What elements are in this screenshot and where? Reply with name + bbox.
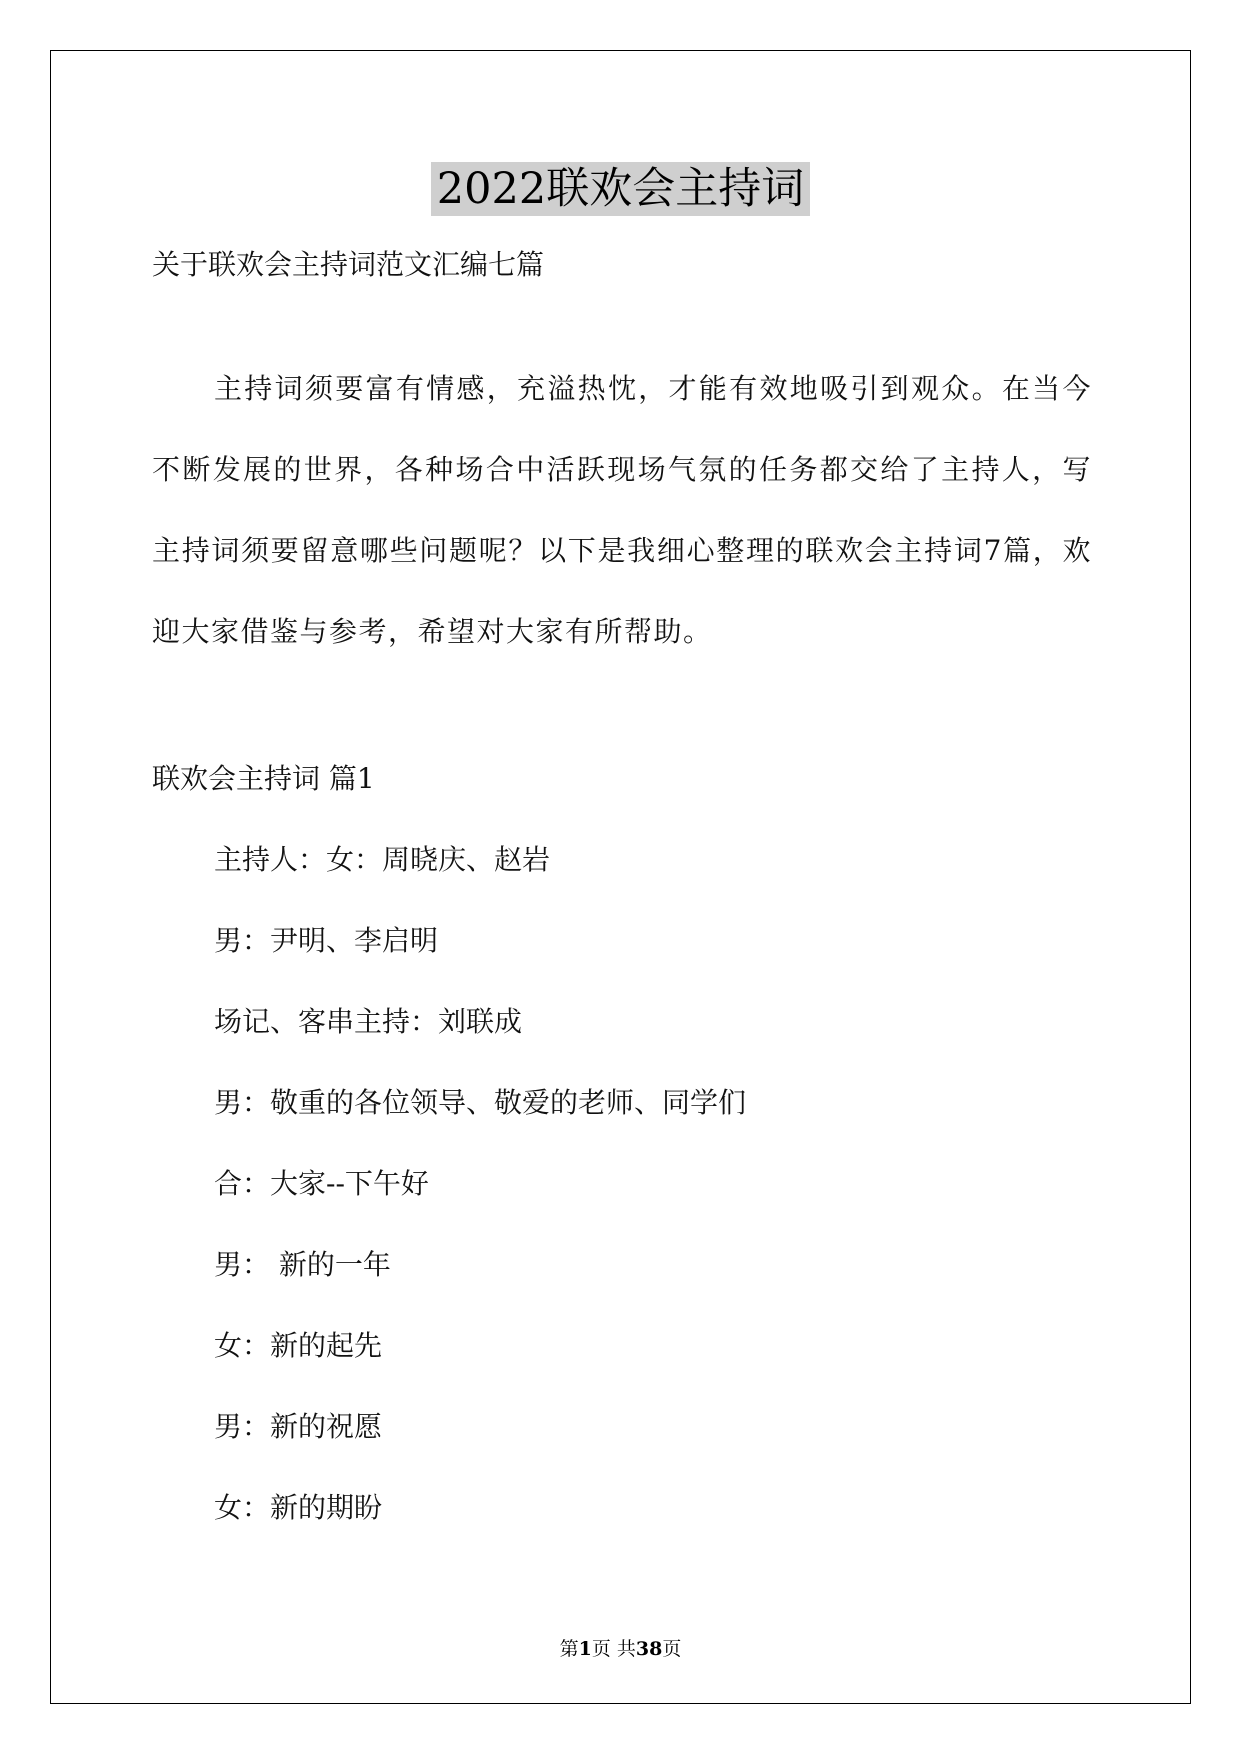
document-title (0, 155, 1241, 216)
section-heading: 联欢会主持词 篇1 (152, 762, 375, 795)
script-line: 女：新的起先 (214, 1329, 383, 1362)
intro-paragraph: 主持词须要富有情感，充溢热忱，才能有效地吸引到观众。在当今不断发展的世界，各种场合中活跃现场气氛的任务都交给了主持人，写主持词须要留意哪些问题呢？以下是我细心整理的联欢会主持词7篇，欢迎大家借鉴与参考，希望对大家有所帮助。 (152, 372, 1092, 648)
footer-mid: 页 共 (591, 1638, 636, 1660)
script-line: 场记、客串主持：刘联成 (214, 1005, 523, 1038)
footer-prefix: 第 (559, 1638, 579, 1660)
page-number: 1 (578, 1638, 592, 1660)
script-line: 男：新的祝愿 (214, 1410, 383, 1443)
script-line: 男：尹明、李启明 (214, 924, 439, 957)
script-line: 合：大家--下午好 (214, 1167, 429, 1200)
script-line: 男： 新的一年 (214, 1248, 391, 1281)
script-line: 男：敬重的各位领导、敬爱的老师、同学们 (214, 1086, 747, 1119)
subtitle: 关于联欢会主持词范文汇编七篇 (152, 248, 545, 281)
script-line: 女：新的期盼 (214, 1491, 383, 1524)
page-footer (0, 1634, 1241, 1661)
footer-suffix: 页 (662, 1638, 682, 1660)
total-pages: 38 (635, 1638, 663, 1660)
title-text: 2022联欢会主持词 (431, 162, 810, 216)
script-line: 主持人：女：周晓庆、赵岩 (214, 843, 551, 876)
